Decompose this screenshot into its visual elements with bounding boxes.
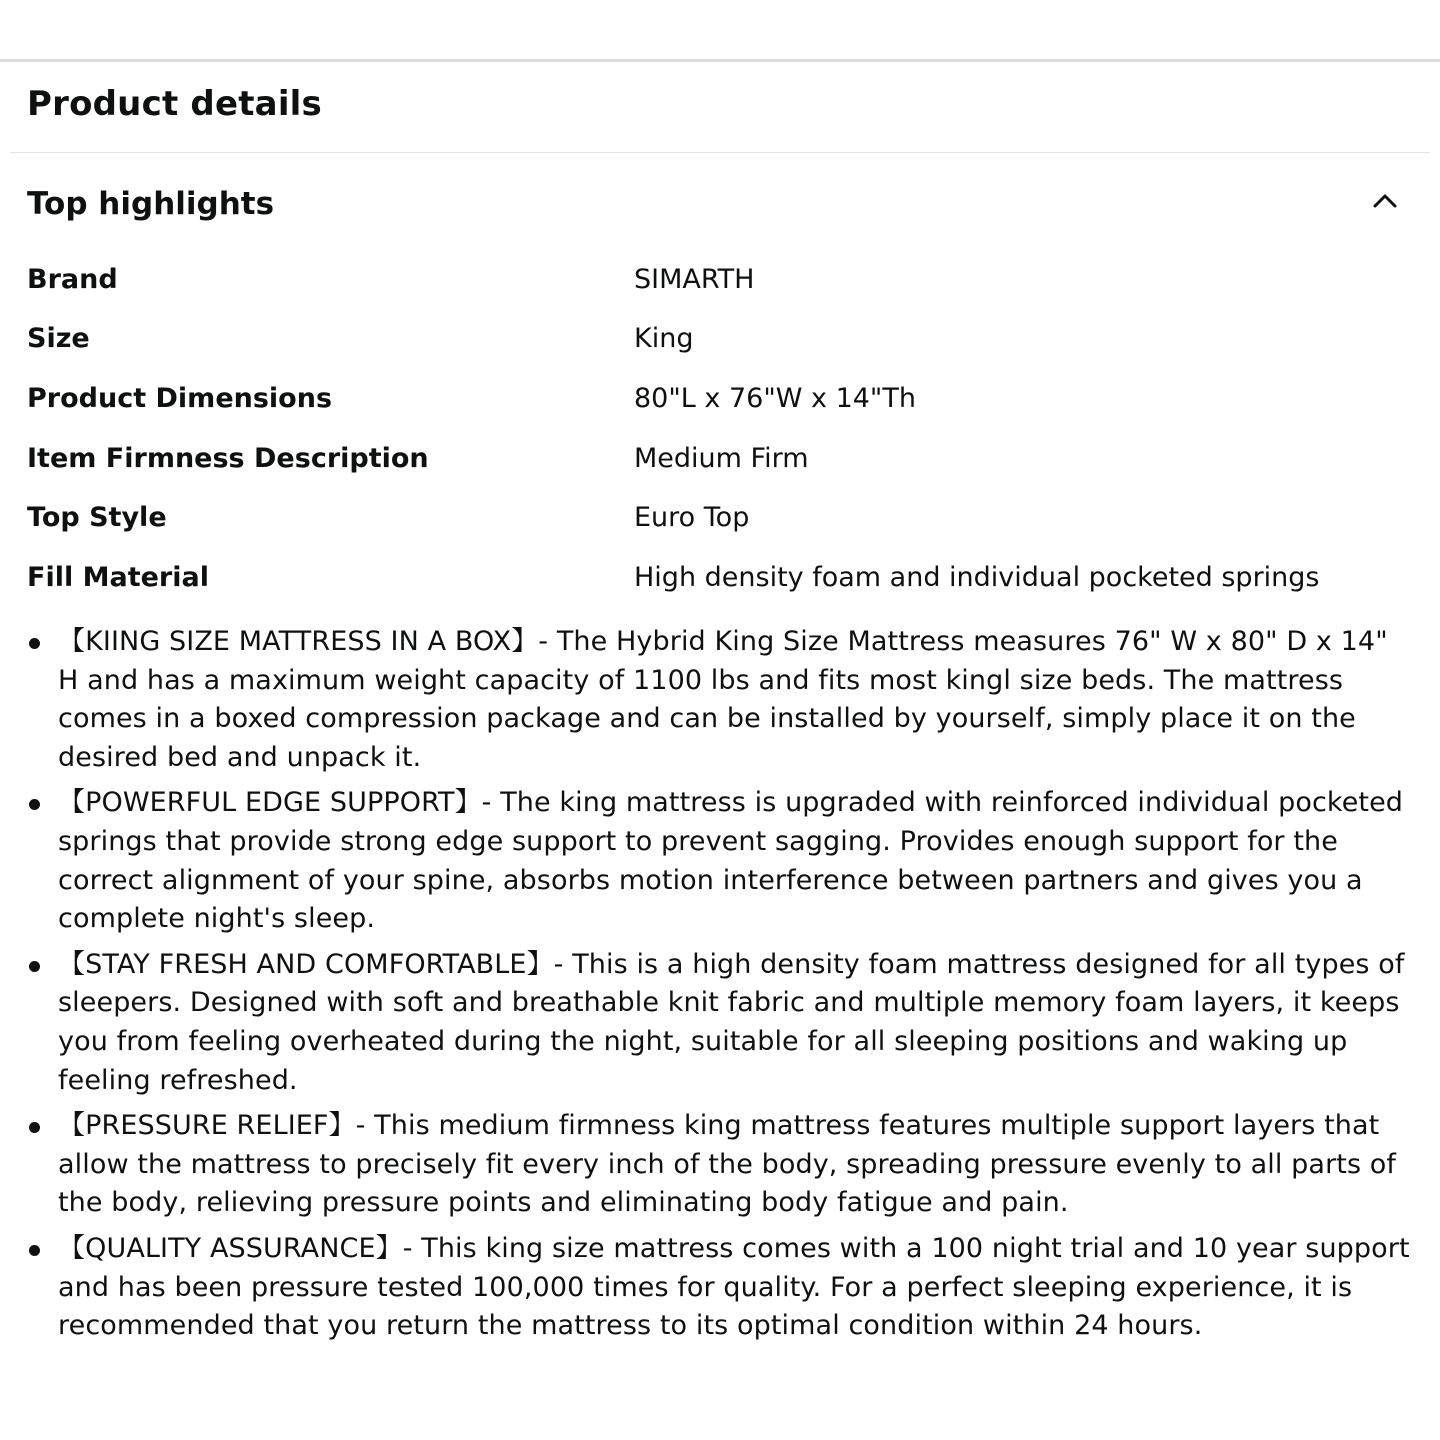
feature-bullet-text: 【POWERFUL EDGE SUPPORT】- The king mattress is upgraded with reinforced individual pocketed springs that provide strong edge support to prevent sagging. Provides enough support for the correct alignment of your spine, absorbs motion interference between partners and gives you a complete night's sleep. bbox=[58, 787, 1404, 935]
chevron-up-icon[interactable] bbox=[1370, 186, 1400, 216]
section-title: Product details bbox=[27, 84, 322, 124]
spec-row-brand bbox=[27, 250, 1417, 310]
bullet-dot-icon bbox=[29, 1122, 40, 1133]
spec-label: Product Dimensions bbox=[27, 382, 333, 414]
top-highlights-title: Top highlights bbox=[27, 186, 275, 222]
section-divider bbox=[10, 152, 1430, 153]
spec-row-firmness bbox=[27, 429, 1417, 489]
feature-bullet-text: 【STAY FRESH AND COMFORTABLE】- This is a high density foam mattress designed for all types of sleepers. Designed with soft and breathable knit fabric and multiple memory foam layers, it keeps you from feeling overheated during the night, suitable for all sleeping positions and waking up feeling refreshed. bbox=[58, 948, 1405, 1096]
bullet-dot-icon bbox=[29, 638, 40, 649]
spec-label: Size bbox=[27, 323, 90, 355]
top-highlights-toggle[interactable] bbox=[0, 170, 1440, 238]
feature-bullet-text: 【KIING SIZE MATTRESS IN A BOX】- The Hybrid King Size Mattress measures 76" W x 80" D x 14" H and has a maximum weight capacity of 1100 lbs and fits most kingl size beds. The mattress comes in a boxed compression package and can be installed by yourself, simply place it on the desired bed and unpack it. bbox=[58, 626, 1388, 773]
spec-row-dimensions bbox=[27, 369, 1417, 429]
spec-value: 80"L x 76"W x 14"Th bbox=[634, 382, 916, 414]
feature-bullet bbox=[0, 1230, 1440, 1346]
spec-table bbox=[27, 250, 1417, 608]
feature-bullet bbox=[0, 784, 1440, 938]
feature-bullet bbox=[0, 1107, 1440, 1223]
bullet-dot-icon bbox=[29, 799, 40, 810]
bullet-dot-icon bbox=[29, 961, 40, 972]
spec-label: Brand bbox=[27, 263, 118, 295]
feature-bullet bbox=[0, 623, 1440, 777]
feature-bullet-text: 【QUALITY ASSURANCE】- This king size mattress comes with a 100 night trial and 10 year support and has been pressure tested 100,000 times for quality. For a perfect sleeping experience, it is recommended that you return the mattress to its optimal condition within 24 hours. bbox=[58, 1232, 1410, 1342]
bullet-dot-icon bbox=[29, 1245, 40, 1256]
feature-bullet-text: 【PRESSURE RELIEF】- This medium firmness king mattress features multiple support layers that allow the mattress to precisely fit every inch of the body, spreading pressure evenly to all parts of the body, relieving pressure points and eliminating body fatigue and pain. bbox=[58, 1110, 1397, 1219]
spec-row-size bbox=[27, 310, 1417, 370]
spec-label: Item Firmness Description bbox=[27, 442, 429, 474]
spec-row-top-style bbox=[27, 488, 1417, 548]
feature-bullet bbox=[0, 946, 1440, 1100]
spec-value: Medium Firm bbox=[634, 442, 809, 474]
spec-label: Top Style bbox=[27, 502, 167, 534]
spec-value: SIMARTH bbox=[634, 263, 755, 295]
spec-value: High density foam and individual pocketed springs bbox=[634, 561, 1320, 593]
spec-row-fill-material bbox=[27, 548, 1417, 608]
top-divider bbox=[0, 59, 1440, 62]
spec-value: King bbox=[634, 323, 694, 355]
spec-value: Euro Top bbox=[634, 502, 750, 534]
spec-label: Fill Material bbox=[27, 561, 209, 593]
feature-bullet-list bbox=[0, 623, 1440, 1353]
